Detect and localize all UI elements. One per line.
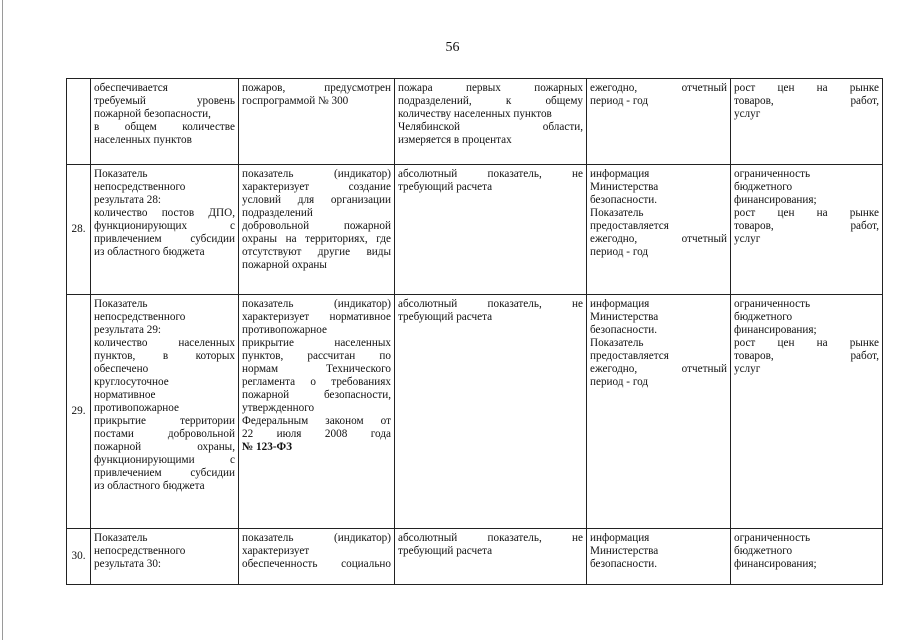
- cell-text-line: противопожарное: [242, 324, 327, 336]
- cell-text-line: требующий расчета: [398, 181, 493, 193]
- cell-text-line: прикрытие населенных: [242, 337, 391, 349]
- cell-text-line: абсолютный показатель, не: [398, 298, 583, 310]
- cell-text-line: привлечением субсидии: [94, 467, 235, 479]
- cell-text-line: результата 29:: [94, 324, 162, 336]
- cell-text-line: показатель (индикатор): [242, 168, 391, 180]
- cell-text-line: нормам Технического: [242, 363, 391, 375]
- cell-text-line: требующий расчета: [398, 545, 493, 557]
- cell-text-line: абсолютный показатель, не: [398, 168, 583, 180]
- cell-text-line: пожарной охраны,: [94, 441, 235, 453]
- cell-text-line: рост цен на рынке: [734, 337, 879, 349]
- cell-text-line: ежегодно, отчетный: [590, 233, 727, 245]
- cell-text-line: измеряется в процентах: [398, 134, 512, 146]
- cell-text-line: прикрытие территории: [94, 415, 235, 427]
- cell-text-line: товаров, работ,: [734, 350, 879, 362]
- row-number-cell: [67, 79, 91, 165]
- table-row: [67, 165, 883, 295]
- cell-text-line: из областного бюджета: [94, 246, 205, 258]
- cell-text-line: пожарной охраны: [242, 259, 327, 271]
- cell-text-line: утвержденного: [242, 402, 315, 414]
- table-body: [67, 79, 883, 585]
- cell-text-line: бюджетного: [734, 311, 793, 323]
- risks-cell: [731, 529, 883, 585]
- cell-text-line: пожара первых пожарных: [398, 82, 583, 94]
- cell-text-line: товаров, работ,: [734, 220, 879, 232]
- cell-text-line: финансирования;: [734, 324, 817, 336]
- cell-text-line: функционирующими с: [94, 454, 235, 466]
- cell-text-line: безопасности.: [590, 194, 658, 206]
- risks-cell: [731, 295, 883, 529]
- cell-text-line: в общем количестве: [94, 121, 235, 133]
- cell-text-line: Показатель: [94, 298, 148, 310]
- row-number-cell: 30.: [67, 529, 91, 585]
- page-number: 56: [445, 40, 460, 55]
- cell-text-line: непосредственного: [94, 181, 186, 193]
- indicators-table: [66, 78, 883, 585]
- cell-text-line: пожаров, предусмотрен: [242, 82, 391, 94]
- cell-text-line: предоставляется: [590, 350, 669, 362]
- cell-text-line: услуг: [734, 108, 761, 120]
- characteristic-cell: [239, 165, 395, 295]
- cell-text-line: информация: [590, 298, 650, 310]
- cell-text-line: противопожарное: [94, 402, 179, 414]
- source-cell: [587, 165, 731, 295]
- characteristic-cell: [239, 529, 395, 585]
- cell-text-line: характеризует нормативное: [242, 311, 391, 323]
- indicator-cell: [91, 295, 239, 529]
- cell-text-line: требуемый уровень: [94, 95, 235, 107]
- source-cell: [587, 295, 731, 529]
- cell-text-line: непосредственного: [94, 545, 186, 557]
- risks-cell: [731, 165, 883, 295]
- cell-text-line: период - год: [590, 95, 649, 107]
- calculation-cell: [395, 79, 587, 165]
- source-cell: [587, 529, 731, 585]
- cell-text-line: нормативное: [94, 389, 156, 401]
- cell-text-line: характеризует: [242, 545, 310, 557]
- cell-text-line: из областного бюджета: [94, 480, 205, 492]
- cell-text-line: ограниченность: [734, 298, 811, 310]
- cell-text-line: товаров, работ,: [734, 95, 879, 107]
- characteristic-cell: [239, 79, 395, 165]
- risks-cell: [731, 79, 883, 165]
- cell-text-line: обеспеченность социально: [242, 558, 391, 570]
- table-row: [67, 529, 883, 585]
- cell-text-line: населенных пунктов: [94, 134, 192, 146]
- cell-text-line: ограниченность: [734, 168, 811, 180]
- table-row: [67, 79, 883, 165]
- cell-text-line: 22 июля 2008 года: [242, 428, 391, 440]
- cell-text-line: финансирования;: [734, 194, 817, 206]
- cell-text-line: Министерства: [590, 181, 659, 193]
- characteristic-cell: [239, 295, 395, 529]
- cell-text-line: предоставляется: [590, 220, 669, 232]
- cell-text-line: отсутствуют другие виды: [242, 246, 391, 258]
- cell-text-line: бюджетного: [734, 181, 793, 193]
- cell-text-line: привлечением субсидии: [94, 233, 235, 245]
- cell-text-line: финансирования;: [734, 558, 817, 570]
- cell-text-line: Показатель: [590, 337, 644, 349]
- cell-text-line: № 123-ФЗ: [242, 441, 293, 453]
- cell-text-line: постами добровольной: [94, 428, 235, 440]
- cell-text-line: информация: [590, 168, 650, 180]
- cell-text-line: добровольной пожарной: [242, 220, 391, 232]
- cell-text-line: результата 30:: [94, 558, 162, 570]
- cell-text-line: пунктов, рассчитан по: [242, 350, 391, 362]
- cell-text-line: регламента о требованиях: [242, 376, 391, 388]
- page-edge-line: [2, 0, 3, 640]
- calculation-cell: [395, 295, 587, 529]
- cell-text-line: Показатель: [94, 168, 148, 180]
- row-number-cell: 29.: [67, 295, 91, 529]
- cell-text-line: показатель (индикатор): [242, 298, 391, 310]
- indicator-cell: [91, 529, 239, 585]
- cell-text-line: круглосуточное: [94, 376, 169, 388]
- cell-text-line: пожарной безопасности,: [94, 108, 211, 120]
- cell-text-line: безопасности.: [590, 324, 658, 336]
- cell-text-line: охраны на территориях, где: [242, 233, 391, 245]
- cell-text-line: бюджетного: [734, 545, 793, 557]
- cell-text-line: обеспечивается: [94, 82, 168, 94]
- cell-text-line: Министерства: [590, 545, 659, 557]
- calculation-cell: [395, 165, 587, 295]
- cell-text-line: подразделений: [242, 207, 313, 219]
- cell-text-line: период - год: [590, 376, 649, 388]
- cell-text-line: рост цен на рынке: [734, 82, 879, 94]
- cell-text-line: госпрограммой № 300: [242, 95, 349, 107]
- source-cell: [587, 79, 731, 165]
- cell-text-line: пунктов, в которых: [94, 350, 235, 362]
- cell-text-line: условий для организации: [242, 194, 391, 206]
- cell-text-line: информация: [590, 532, 650, 544]
- cell-text-line: Челябинской области,: [398, 121, 583, 133]
- cell-text-line: обеспечено: [94, 363, 149, 375]
- cell-text-line: рост цен на рынке: [734, 207, 879, 219]
- cell-text-line: количеству населенных пунктов: [398, 108, 552, 120]
- calculation-cell: [395, 529, 587, 585]
- cell-text-line: услуг: [734, 233, 761, 245]
- cell-text-line: абсолютный показатель, не: [398, 532, 583, 544]
- row-number-cell: 28.: [67, 165, 91, 295]
- table-row: [67, 295, 883, 529]
- indicator-cell: [91, 165, 239, 295]
- cell-text-line: услуг: [734, 363, 761, 375]
- cell-text-line: безопасности.: [590, 558, 658, 570]
- cell-text-line: Показатель: [94, 532, 148, 544]
- cell-text-line: ежегодно, отчетный: [590, 363, 727, 375]
- cell-text-line: Министерства: [590, 311, 659, 323]
- cell-text-line: характеризует создание: [242, 181, 391, 193]
- cell-text-line: пожарной безопасности,: [242, 389, 391, 401]
- cell-text-line: ежегодно, отчетный: [590, 82, 727, 94]
- cell-text-line: количество постов ДПО,: [94, 207, 235, 219]
- cell-text-line: показатель (индикатор): [242, 532, 391, 544]
- cell-text-line: период - год: [590, 246, 649, 258]
- indicator-cell: [91, 79, 239, 165]
- cell-text-line: требующий расчета: [398, 311, 493, 323]
- cell-text-line: количество населенных: [94, 337, 235, 349]
- cell-text-line: Федеральным законом от: [242, 415, 391, 427]
- cell-text-line: подразделений, к общему: [398, 95, 583, 107]
- cell-text-line: ограниченность: [734, 532, 811, 544]
- cell-text-line: Показатель: [590, 207, 644, 219]
- cell-text-line: результата 28:: [94, 194, 162, 206]
- cell-text-line: непосредственного: [94, 311, 186, 323]
- cell-text-line: функционирующих с: [94, 220, 235, 232]
